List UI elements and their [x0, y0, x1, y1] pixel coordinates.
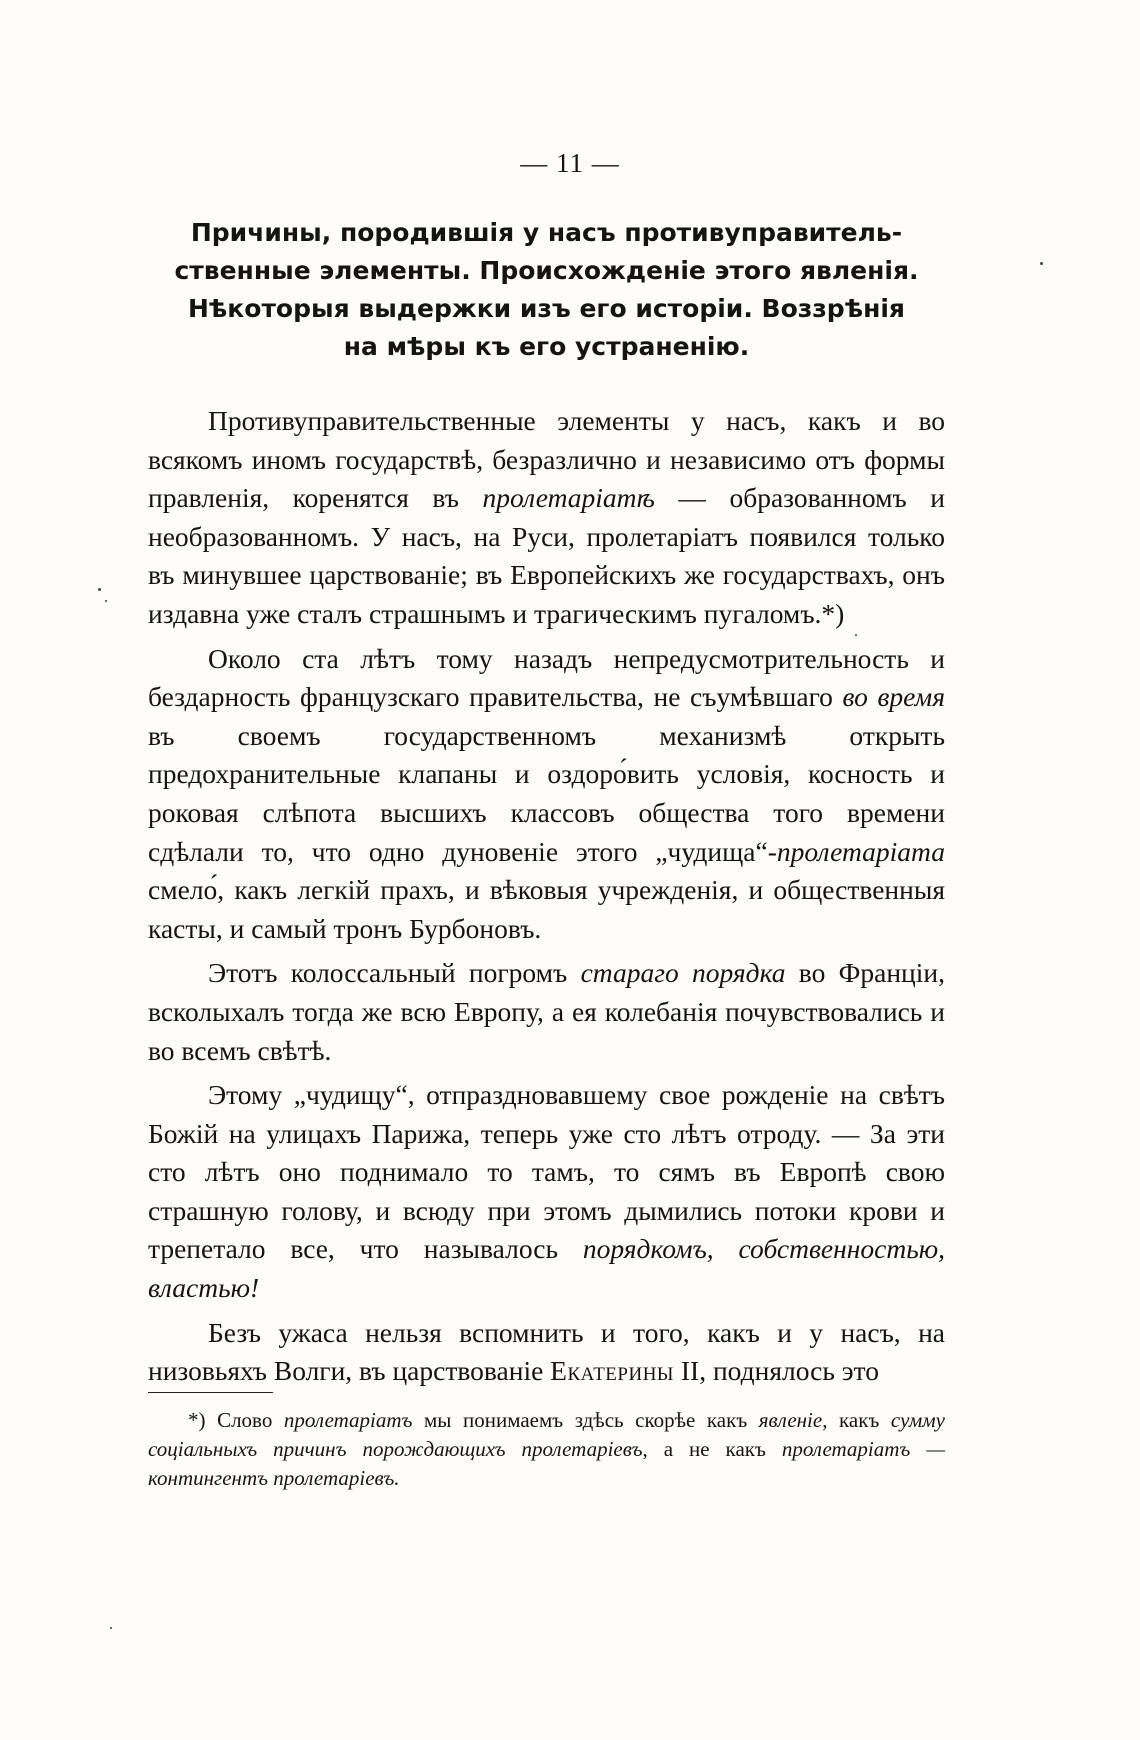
footnote [148, 1406, 945, 1493]
paragraph-3 [148, 954, 945, 1070]
paragraph-3-italic: стараго порядка [580, 957, 786, 989]
heading-line-2: ственные элементы. Происхожденіе этого явленія. [174, 256, 919, 285]
scan-speck [105, 600, 107, 602]
footnote-italic-b: пролетаріатъ [283, 1408, 413, 1432]
paragraph-4 [148, 1076, 945, 1308]
footnote-italic-h: пролетаріатъ — контингентъ пролетаріевъ. [148, 1437, 945, 1490]
paragraph-2 [148, 640, 945, 949]
footnote-italic-f: сумму соціальныхъ причинъ порождающихъ пролетаріевъ [148, 1408, 945, 1461]
heading-line-4: на мѣры къ его устраненію. [343, 332, 750, 361]
paragraph-2-text-c: въ своемъ государственномъ механизмѣ открыть предохранительные клапаны и оздоро́вить условія, косность и роковая слѣпота высшихъ классовъ общества того времени сдѣлали то, что одно дуновеніе этого „чудища“- [148, 719, 945, 867]
paragraph-2-italic-d: пролетаріата [776, 835, 945, 867]
footnote-text-e: , какъ [822, 1408, 891, 1432]
page-number: — 11 — [520, 148, 620, 178]
footnote-text-a: *) Слово [188, 1408, 284, 1432]
paragraph-5 [148, 1314, 945, 1391]
scan-speck [855, 634, 857, 636]
footnote-text-g: , а не какъ [642, 1437, 782, 1461]
scan-speck [1040, 262, 1043, 265]
scan-speck [98, 588, 101, 591]
paragraph-1 [148, 402, 945, 634]
paragraph-4-italic: порядкомъ, собственностью, властью! [148, 1233, 945, 1304]
footnote-text-c: мы понимаемъ здѣсь скорѣе какъ [412, 1408, 759, 1432]
paragraph-1-italic: пролетаріатѣ [482, 482, 655, 514]
paragraph-5-text-c: II, поднялось это [674, 1355, 879, 1387]
paragraph-3-text-c: во Франціи, всколыхалъ тогда же всю Европу, а ея колебанія почувствовались и во всемъ свѣтѣ. [148, 957, 945, 1066]
footnote-divider [148, 1392, 273, 1393]
paragraph-2-text-a: Около ста лѣтъ тому назадъ непредусмотрительность и бездарность французскаго правительства, не съумѣвшаго [148, 642, 945, 713]
heading-line-1: Причины, породившія у насъ противуправитель- [190, 218, 903, 247]
paragraph-5-small-caps: Екатерины [550, 1355, 674, 1387]
scan-speck [110, 1627, 112, 1629]
paragraph-1-text-a: Противуправительственные элементы у насъ, какъ и во всякомъ иномъ государствѣ, безразлично и независимо отъ формы правленія, коренятся въ [148, 405, 945, 514]
heading-line-3: Нѣкоторыя выдержки изъ его исторіи. Воззрѣнія [187, 294, 905, 323]
paragraph-3-text-a: Этотъ колоссальный погромъ [208, 957, 581, 989]
body-text [148, 402, 945, 1391]
footnote-italic-d: явленіе [758, 1408, 823, 1432]
chapter-heading [148, 214, 945, 366]
paragraph-1-text-c: — образованномъ и необразованномъ. У насъ, на Руси, пролетаріатъ появился только въ минувшее царствованіе; въ Европейскихъ же государствахъ, онъ издавна уже сталъ страшнымъ и трагическимъ пугаломъ.*) [148, 482, 945, 629]
paragraph-2-italic-b: во время [842, 681, 945, 713]
paragraph-5-text-a: Безъ ужаса нельзя вспомнить и того, какъ и у насъ, на низовьяхъ Волги, въ царствованіе [148, 1316, 945, 1387]
paragraph-2-text-e: смело́, какъ легкій прахъ, и вѣковыя учрежденія, и общественныя касты, и самый тронъ Бурбоновъ. [148, 874, 945, 944]
paragraph-4-text-a: Этому „чудищу“, отпраздновавшему свое рожденіе на свѣтъ Божій на улицахъ Парижа, теперь уже сто лѣтъ отроду. — За эти сто лѣтъ оно поднимало то тамъ, то сямъ въ Европѣ свою страшную голову, и всюду при этомъ дымились потоки крови и трепетало все, что называлось [148, 1079, 945, 1265]
